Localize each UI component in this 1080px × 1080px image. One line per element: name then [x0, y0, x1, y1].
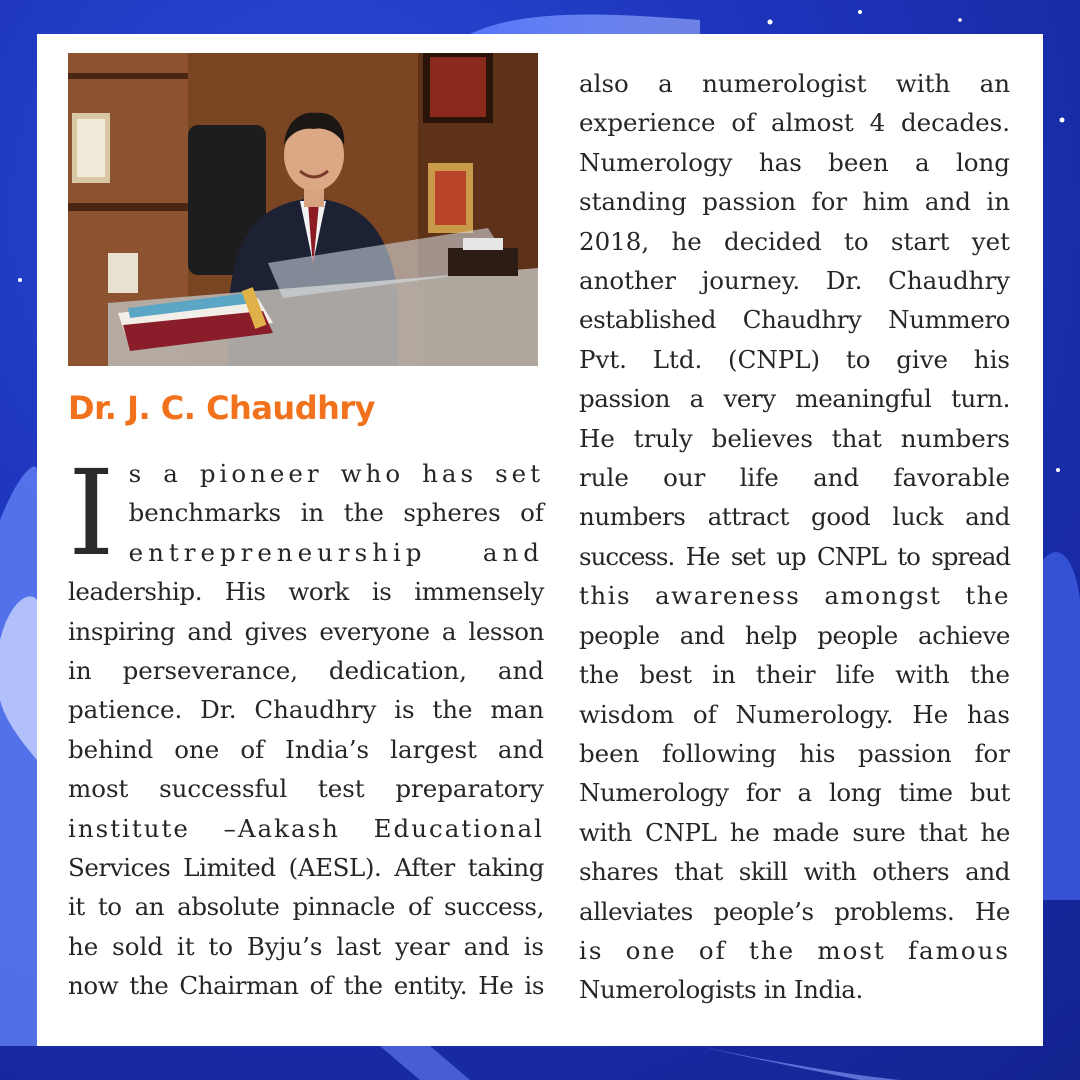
bio-line: wisdom of Numerology. He has: [579, 699, 1010, 729]
bio-line: inspiring and gives everyone a lesson: [68, 616, 544, 646]
bio-line: He truly believes that numbers: [579, 423, 1010, 453]
bio-line: entrepreneurship and: [128, 537, 544, 567]
bio-line: institute –Aakash Educational: [68, 813, 544, 843]
bio-line: the best in their life with the: [579, 660, 1010, 690]
bio-line: most successful test preparatory: [68, 774, 544, 804]
bio-line: leadership. His work is immensely: [68, 577, 544, 607]
bio-right-column: [579, 64, 1010, 1010]
bio-line: now the Chairman of the entity. He is: [68, 971, 544, 1001]
bio-line: this awareness amongst the: [579, 581, 1010, 611]
bio-line: alleviates people’s problems. He: [579, 896, 1010, 926]
bio-line: he sold it to Byju’s last year and is: [68, 931, 544, 961]
dropcap-letter: I: [68, 444, 115, 582]
bio-line: people and help people achieve: [579, 620, 1010, 650]
bio-line: benchmarks in the spheres of: [128, 498, 544, 528]
bio-line: 2018, he decided to start yet: [579, 226, 1010, 256]
portrait-photo: [68, 53, 538, 366]
person-name: Dr. J. C. Chaudhry: [68, 389, 376, 427]
bio-line: Numerology has been a long: [579, 147, 1010, 177]
bio-line: behind one of India’s largest and: [68, 734, 544, 764]
profile-card: [37, 34, 1043, 1046]
bio-line: numbers attract good luck and: [579, 502, 1010, 532]
portrait-illustration: [68, 53, 538, 366]
bio-line: shares that skill with others and: [579, 857, 1010, 887]
bio-line: Numerologists in India.: [579, 975, 863, 1005]
bio-line: Pvt. Ltd. (CNPL) to give his: [579, 344, 1010, 374]
bio-line: is one of the most famous: [579, 935, 1010, 965]
bio-line: passion a very meaningful turn.: [579, 384, 1010, 414]
bio-line: rule our life and favorable: [579, 463, 1010, 493]
bio-line: success. He set up CNPL to spread: [579, 541, 1010, 571]
bio-line: patience. Dr. Chaudhry is the man: [68, 695, 544, 725]
bio-line: experience of almost 4 decades.: [579, 108, 1010, 138]
bio-line: Services Limited (AESL). After taking: [68, 853, 544, 883]
bio-line: established Chaudhry Nummero: [579, 305, 1010, 335]
bio-line: it to an absolute pinnacle of success,: [68, 892, 544, 922]
bio-line: standing passion for him and in: [579, 187, 1010, 217]
bio-line: been following his passion for: [579, 738, 1010, 768]
bio-left-column: [68, 444, 544, 1006]
bio-line: another journey. Dr. Chaudhry: [579, 266, 1010, 296]
bio-line: in perseverance, dedication, and: [68, 656, 544, 686]
bio-line: with CNPL he made sure that he: [579, 817, 1010, 847]
bio-line: Numerology for a long time but: [579, 778, 1010, 808]
bio-line: also a numerologist with an: [579, 69, 1010, 98]
bio-line: s a pioneer who has set: [128, 459, 544, 488]
